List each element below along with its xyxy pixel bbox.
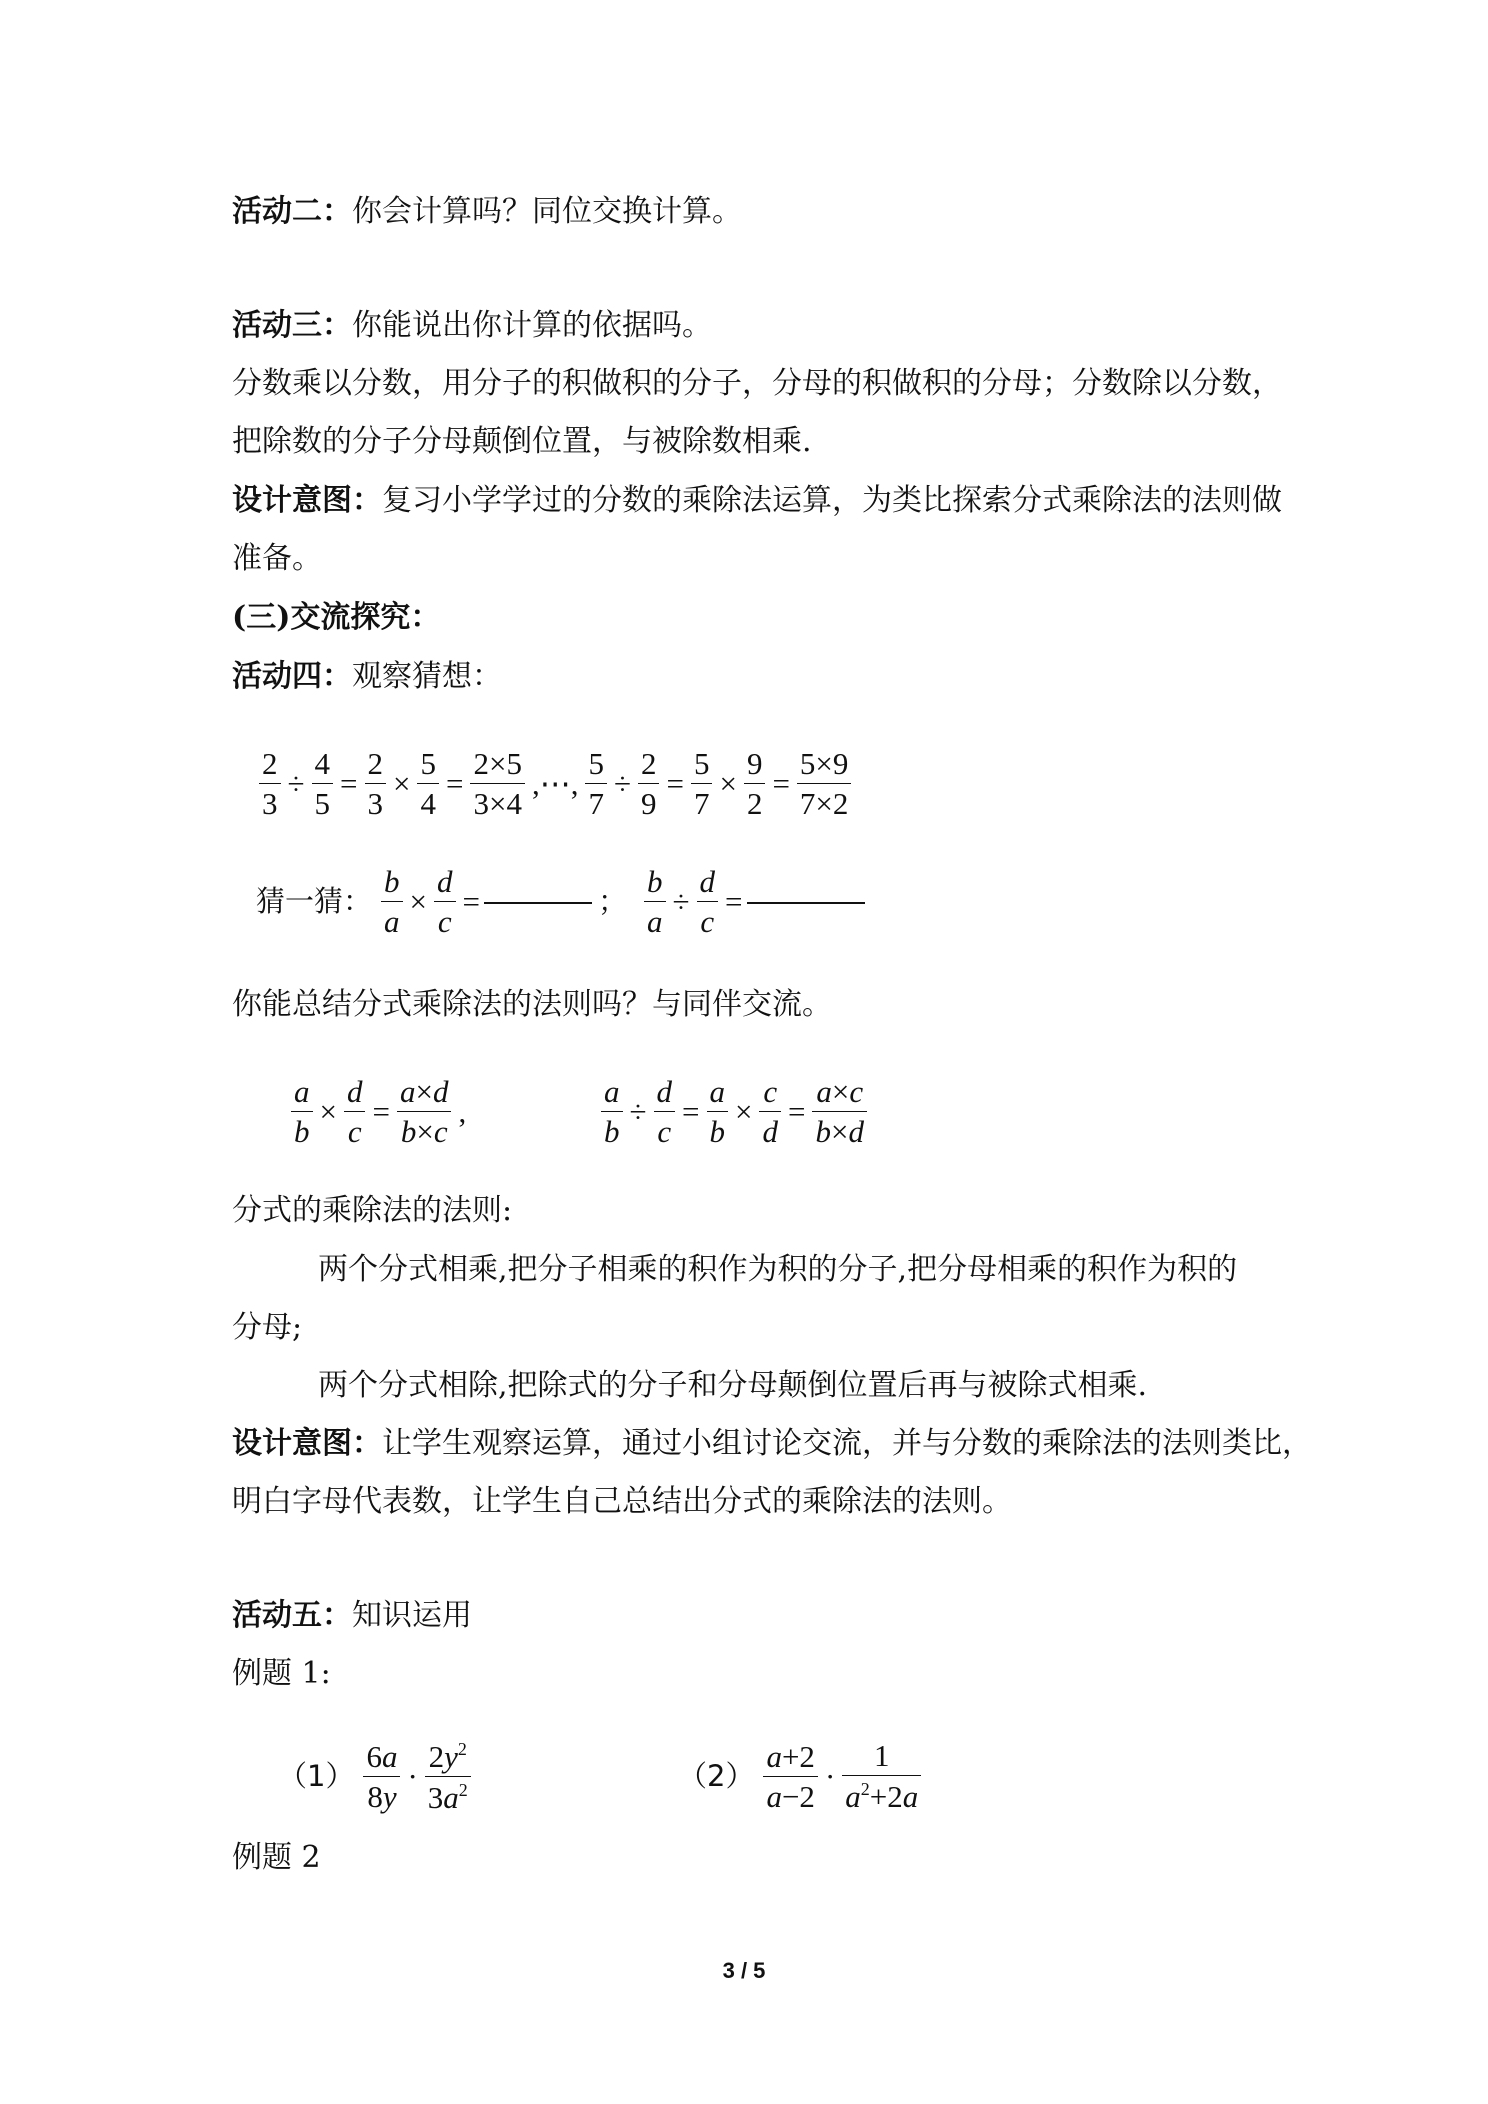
design2-line2: 明白字母代表数，让学生自己总结出分式的乘除法的法则。 [232,1484,1012,1519]
rule-line3: 两个分式相除,把除式的分子和分母颠倒位置后再与被除式相乘. [318,1368,1148,1403]
design1-line2: 准备。 [232,541,322,576]
activity3-line [232,306,712,346]
ex1-label1: （1） [278,1759,355,1793]
example1-problem2: （2） $\frac{a+2}{a-2}$ · $\frac{1}{a^2+2a}$ [678,1740,924,1812]
activity4-line [232,657,502,697]
activity5-title: 活动五： [232,1598,352,1633]
design2-text1: 让学生观察运算，通过小组讨论交流，并与分数的乘除法的法则类比， [382,1426,1312,1461]
design2-title: 设计意图： [232,1426,382,1461]
rule-numbers-line1: 分数乘以分数，用分子的积做积的分子，分母的积做积的分母；分数除以分数， [232,366,1282,401]
activity5-text: 知识运用 [352,1598,472,1633]
example1-problem1: （1） $\frac{6a}{8y}$ · $\frac{2y^2}{3a^2}$ [278,1740,474,1813]
activity5-line [232,1596,472,1636]
activity3-title: 活动三： [232,308,352,343]
design2-line1 [232,1424,1312,1464]
answer-blank-multiply[interactable] [484,900,592,904]
multiply-rule-formula: $\frac{a}{b}$ × $\frac{d}{c}$ = $\frac{a\times d}{b\times c}$ , [288,1076,470,1147]
rule-title: 分式的乘除法的法则: [232,1193,513,1228]
divide-rule-formula: $\frac{a}{b}$ ÷ $\frac{d}{c}$ = $\frac{a}{b}$ × $\frac{c}{d}$ = $\frac{a\times c}{b\times d}$ [598,1076,870,1147]
numeric-division-equation: $\frac{2}{3}$ ÷ $\frac{4}{5}$ = $\frac{2}{3}$ × $\frac{5}{4}$ = $\frac{2\times 5}{3\times 4}$ ,⋯, $\frac{5}{7}$ ÷ $\frac{2}{9}$ = $\frac{5}{7}$ × $\frac{9}{2}$ = $\frac{5\times 9}{7\times 2}$ [256,748,854,819]
guess-label: 猜一猜： [256,884,373,918]
ex1-label2: （2） [678,1758,755,1793]
section3-heading: (三)交流探究： [232,600,441,635]
design1-title: 设计意图： [232,483,382,518]
design1-line1 [232,481,1282,521]
summary-question: 你能总结分式乘除法的法则吗？与同伴交流。 [232,987,832,1022]
rule-line2: 分母; [232,1310,303,1345]
activity2-text: 你会计算吗？同位交换计算。 [352,194,742,229]
example1-label: 例题 1: [232,1656,331,1691]
activity4-text: 观察猜想： [352,659,502,694]
example2-label: 例题 2 [232,1840,321,1875]
activity2-title: 活动二： [232,194,352,229]
guess-separator: ； [597,884,627,918]
rule-numbers-line2: 把除数的分子分母颠倒位置，与被除数相乘. [232,424,812,459]
activity2-line [232,192,742,232]
activity3-text: 你能说出你计算的依据吗。 [352,308,712,343]
activity4-title: 活动四： [232,659,352,694]
guess-equation: 猜一猜： $\frac{b}{a}$ × $\frac{d}{c}$ = ； $\frac{b}{a}$ ÷ $\frac{d}{c}$ = [256,866,865,937]
page-number: 3 / 5 [722,1958,766,1983]
rule-line1: 两个分式相乘,把分子相乘的积作为积的分子,把分母相乘的积作为积的 [318,1252,1238,1287]
design1-text1: 复习小学学过的分数的乘除法运算，为类比探索分式乘除法的法则做 [382,483,1282,518]
answer-blank-divide[interactable] [747,900,865,904]
